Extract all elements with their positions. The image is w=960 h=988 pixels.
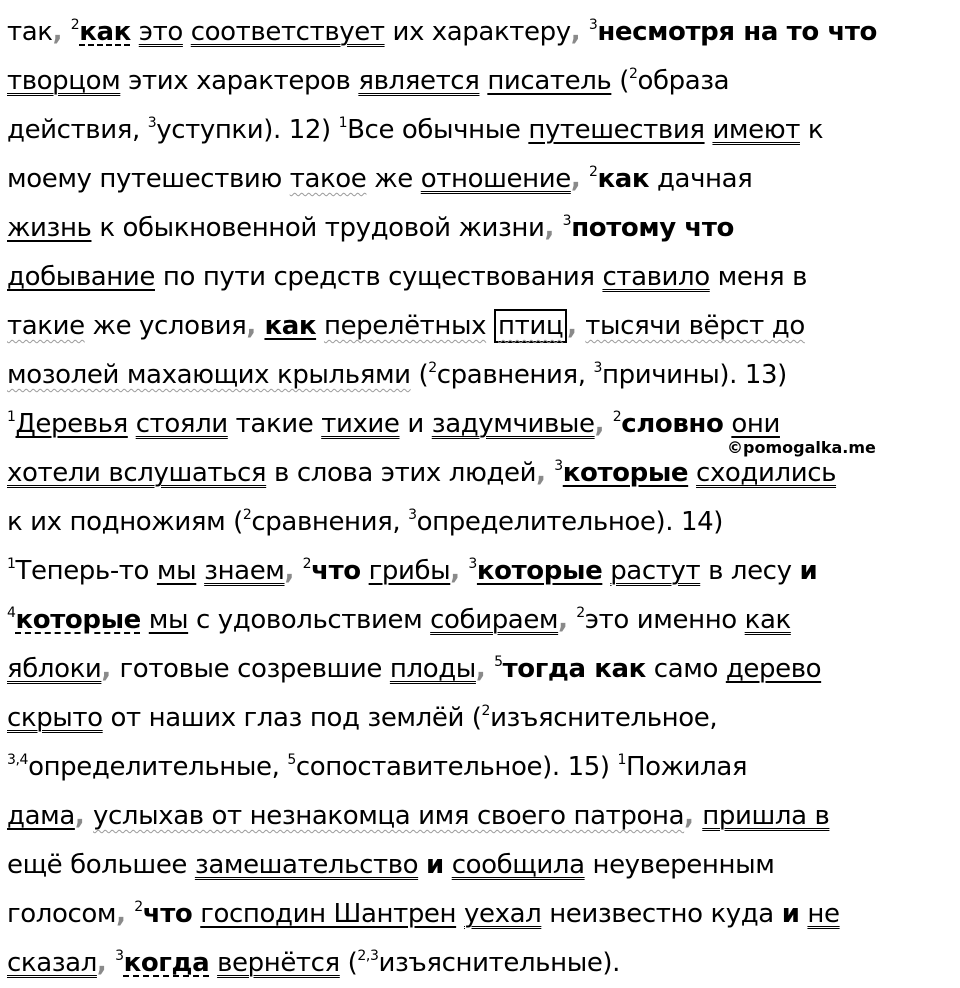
text-segment: , [116, 899, 135, 929]
text-segment: Деревья [15, 409, 128, 439]
text-segment [128, 409, 136, 439]
text-segment: , [558, 605, 577, 635]
text-segment: отношение [420, 164, 571, 194]
text-segment: и [781, 899, 800, 929]
text-segment: добывание [7, 262, 155, 292]
text-segment: словно [621, 409, 724, 439]
text-segment: мозолей махающих крыльями [7, 360, 411, 390]
clause-number: 5 [494, 654, 503, 670]
text-segment: мы [148, 605, 189, 635]
clause-number: 1 [617, 752, 626, 768]
text-segment: , [475, 654, 495, 684]
text-segment: знаем [204, 556, 285, 586]
text-segment: творцом [7, 66, 121, 96]
text-segment: , [246, 311, 265, 341]
text-line [7, 351, 952, 400]
text-segment: меня в [709, 262, 808, 292]
text-segment: и [426, 850, 444, 880]
text-segment: неуверенным [584, 850, 775, 880]
text-segment [209, 948, 217, 978]
clause-number: 3 [562, 213, 572, 229]
text-segment: , [96, 948, 116, 978]
text-segment: неизвестно куда [541, 899, 782, 929]
text-segment: грибы [368, 556, 451, 586]
text-segment: , [101, 654, 120, 684]
text-segment: пришла в [702, 801, 830, 831]
text-line [7, 106, 952, 155]
text-line [7, 596, 952, 645]
text-segment [141, 605, 149, 635]
clause-number: 2 [612, 409, 622, 425]
text-segment: тихие [321, 409, 400, 439]
text-segment: соответствует [190, 17, 385, 47]
text-segment: как [744, 605, 791, 635]
text-segment: уехал [464, 899, 542, 929]
clause-number: 2 [428, 360, 437, 376]
text-segment: их характеру [384, 17, 571, 47]
text-line [7, 792, 952, 841]
text-segment: , [570, 164, 589, 194]
text-line [7, 890, 952, 939]
text-segment [486, 311, 494, 341]
text-segment: по пути средств существования [155, 262, 603, 292]
text-segment: ( [339, 948, 358, 978]
text-segment: , [74, 801, 93, 831]
text-segment: изъяснительное, [490, 703, 718, 733]
text-line [7, 939, 952, 988]
clause-number: 3 [593, 360, 603, 376]
text-line [7, 694, 952, 743]
clause-number: 2 [588, 164, 598, 180]
text-segment [131, 17, 139, 47]
clause-number: 5 [287, 752, 296, 768]
text-segment: которые [476, 556, 603, 586]
clause-number: 1 [7, 409, 16, 425]
text-segment: писатель [487, 66, 612, 96]
text-line [7, 302, 952, 351]
text-segment: от наших глаз под землёй ( [102, 703, 482, 733]
text-segment: к [799, 115, 824, 145]
text-segment [456, 899, 464, 929]
text-segment: сходились [696, 458, 837, 488]
text-segment: образа [637, 66, 730, 96]
text-segment: , [567, 311, 586, 341]
text-segment: ( [611, 66, 629, 96]
text-line [7, 841, 952, 890]
text-segment: сообщила [451, 850, 585, 880]
clause-number: 3 [115, 948, 124, 964]
text-segment: задумчивые [431, 409, 595, 439]
text-segment: и [399, 409, 432, 439]
text-segment: это именно [584, 605, 745, 635]
text-segment: Теперь-то [15, 556, 157, 586]
text-line [7, 645, 952, 694]
text-segment: сравнения, [436, 360, 594, 390]
text-segment: , [536, 458, 555, 488]
text-segment: , [544, 213, 563, 243]
text-segment: это [138, 17, 183, 47]
clause-number: 2 [481, 703, 491, 719]
text-segment: является [358, 66, 480, 96]
text-segment [316, 311, 324, 341]
text-segment: определительные, [28, 752, 288, 782]
text-line [7, 547, 952, 596]
text-line [7, 498, 952, 547]
text-segment: , [284, 556, 303, 586]
text-segment [196, 556, 204, 586]
text-segment: Все обычные [347, 115, 529, 145]
clause-number: 1 [7, 556, 16, 572]
clause-number: 4 [7, 605, 16, 621]
text-segment: которые [15, 605, 141, 635]
text-line [7, 155, 952, 204]
text-segment: растут [610, 556, 701, 586]
clause-number: 3,4 [7, 752, 29, 768]
text-segment: в лесу [700, 556, 800, 586]
text-segment: что [142, 899, 193, 929]
text-segment: когда [123, 948, 210, 978]
text-segment: же [366, 164, 421, 194]
text-segment: стояли [135, 409, 228, 439]
text-segment: хотели вслушаться [7, 458, 267, 488]
text-segment: , [684, 801, 703, 831]
clause-number: 3 [408, 507, 417, 523]
text-segment: плоды [389, 654, 476, 684]
text-segment: собираем [430, 605, 559, 635]
text-segment: Пожилая [626, 752, 748, 782]
text-segment: моему путешествию [7, 164, 290, 194]
text-segment: услыхав от незнакомца имя своего патрона [93, 801, 685, 831]
clause-number: 2 [576, 605, 585, 621]
text-segment: , [570, 17, 589, 47]
clause-number: 2 [628, 66, 638, 82]
text-segment: же условия [84, 311, 247, 341]
text-segment: как [597, 164, 650, 194]
watermark: ©pomogalka.me [727, 438, 876, 457]
text-segment: что [311, 556, 361, 586]
text-segment: яблоки [7, 654, 102, 684]
clause-number: 3 [588, 17, 598, 33]
text-segment [444, 850, 452, 880]
text-segment: тогда как [502, 654, 646, 684]
text-segment: этих характеров [120, 66, 359, 96]
text-segment: уступки). 12) [156, 115, 339, 145]
text-segment: имеют [712, 115, 800, 145]
text-segment: такое [289, 164, 367, 194]
document-text [7, 8, 952, 988]
clause-number: 3 [468, 556, 477, 572]
text-segment: потому что [571, 213, 734, 243]
text-segment [361, 556, 369, 586]
text-segment: , [52, 17, 71, 47]
text-line [7, 57, 952, 106]
text-segment: замешательство [194, 850, 419, 880]
text-segment: как [264, 311, 317, 341]
text-segment: определительное). 14) [416, 507, 724, 537]
text-line [7, 8, 952, 57]
text-segment: ( [410, 360, 429, 390]
text-segment: ещё большее [7, 850, 195, 880]
text-segment: птиц [494, 309, 567, 343]
text-segment: как [79, 17, 131, 47]
text-segment: несмотря на то что [597, 17, 878, 47]
text-segment: к обыкновенной трудовой жизни [91, 213, 545, 243]
text-segment: с удовольствием [188, 605, 431, 635]
text-segment [688, 458, 696, 488]
text-segment: скрыто [7, 703, 103, 733]
text-segment: они [731, 409, 780, 439]
text-segment: такие [227, 409, 322, 439]
text-segment: не [807, 899, 840, 929]
clause-number: 2 [242, 507, 252, 523]
text-segment: готовые созревшие [119, 654, 390, 684]
text-segment: которые [562, 458, 689, 488]
clause-number: 2 [302, 556, 312, 572]
text-segment: само [645, 654, 726, 684]
text-segment: тысячи вёрст до [585, 311, 805, 341]
text-segment: , [594, 409, 613, 439]
clause-number: 1 [338, 115, 348, 131]
clause-number: 2,3 [357, 948, 379, 964]
text-segment: в слова этих людей [266, 458, 537, 488]
text-line [7, 743, 952, 792]
text-segment: и [799, 556, 818, 586]
clause-number: 3 [147, 115, 157, 131]
text-segment [183, 17, 191, 47]
text-line [7, 204, 952, 253]
text-segment: мы [156, 556, 197, 586]
text-segment: такие [7, 311, 85, 341]
clause-number: 2 [134, 899, 143, 915]
text-segment: , [450, 556, 469, 586]
text-segment: дерево [725, 654, 822, 684]
text-segment: причины). 13) [602, 360, 787, 390]
text-segment: жизнь [7, 213, 92, 243]
text-segment: господин Шантрен [200, 899, 457, 929]
text-segment: дама [7, 801, 75, 831]
text-segment: изъяснительные). [378, 948, 621, 978]
text-segment: сравнения, [251, 507, 409, 537]
text-segment: сказал [7, 948, 97, 978]
text-segment: вернётся [217, 948, 340, 978]
text-segment [418, 850, 426, 880]
text-segment: ставило [602, 262, 710, 292]
text-segment: к их подножиям ( [7, 507, 243, 537]
text-line [7, 253, 952, 302]
text-segment: дачная [649, 164, 753, 194]
text-segment: путешествия [528, 115, 705, 145]
text-segment: перелётных [323, 311, 487, 341]
text-segment: действия, [7, 115, 148, 145]
text-segment: голосом [7, 899, 117, 929]
clause-number: 2 [70, 17, 80, 33]
text-segment: сопоставительное). 15) [295, 752, 618, 782]
text-segment: так [7, 17, 53, 47]
clause-number: 3 [554, 458, 563, 474]
